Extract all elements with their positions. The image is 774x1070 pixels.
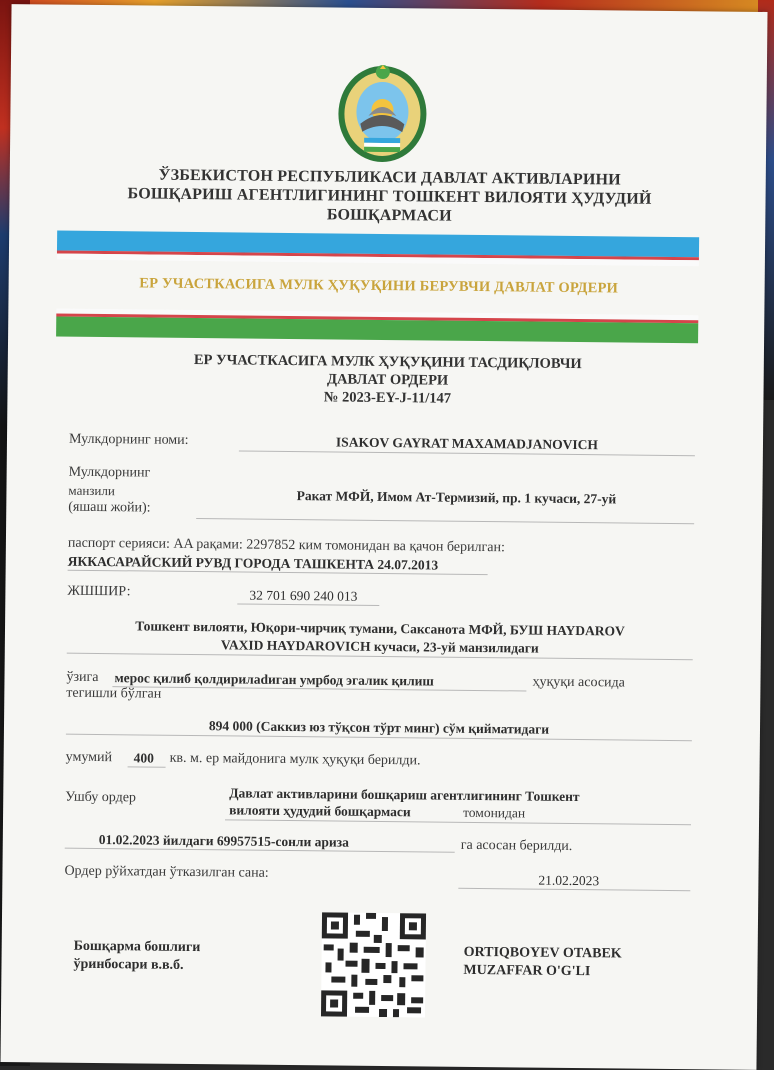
registration-label: Ордер рўйхатдан ўтказилган сана: <box>64 863 269 881</box>
area-suffix: кв. м. ер майдонига мулк ҳуқуқи берилди. <box>169 750 421 769</box>
state-emblem-icon <box>332 57 433 166</box>
title-line-1: ЕР УЧАСТКАСИГА МУЛК ҲУҚУҚИНИ ТАСДИҚЛОВЧИ <box>193 352 582 373</box>
owner-address-label-1: Мулкдорнинг <box>68 464 151 481</box>
org-line-3: БОШҚАРМАСИ <box>326 206 452 225</box>
application-suffix: га асосан берилди. <box>460 837 573 854</box>
document-subtitle: ЕР УЧАСТКАСИГА МУЛК ҲУҚУҚИНИ БЕРУВЧИ ДАВЛАТ ОРДЕРИ <box>139 275 619 297</box>
order-number: № 2023-EY-J-11/147 <box>323 389 452 407</box>
order-title <box>127 350 648 409</box>
jshshir-value: 32 701 690 240 013 <box>249 587 358 604</box>
owner-address-underline <box>196 518 694 524</box>
owner-name-label: Мулкдорнинг номи: <box>68 431 189 448</box>
issuer-label: Ушбу ордер <box>65 789 137 806</box>
area-value: 400 <box>133 750 155 766</box>
issuer-line-2-tail: томонидан <box>463 804 526 821</box>
registration-date: 21.02.2023 <box>538 872 600 889</box>
owner-address-label-3: (яшаш жойи): <box>68 499 151 516</box>
property-address-line-1: Тошкент вилояти, Юқори-чирчиқ тумани, Саксанота МФЙ, БУШ HAYDAROV <box>135 618 625 639</box>
area-prefix: умумий <box>65 749 113 766</box>
passport-issued-by: ЯККАСАРАЙСКИЙ РУВД ГОРОДА ТАШКЕНТА 24.07.2013 <box>67 553 439 573</box>
right-basis-prefix: ўзига <box>66 669 99 686</box>
qr-code-icon <box>321 912 426 1017</box>
right-basis-line-2: тегишли бўлган <box>66 685 162 702</box>
jshshir-label: ЖШШИР: <box>67 583 131 600</box>
jshshir-underline <box>237 603 379 605</box>
application-value: 01.02.2023 йилдаги 69957515-сонли ариза <box>98 832 349 850</box>
area-underline <box>128 766 166 767</box>
owner-address-label-2: манзили <box>68 482 115 499</box>
owner-address-value: Ракат МФЙ, Имом Ат-Термизий, пр. 1 кучаси, 27-уй <box>296 488 617 507</box>
owner-name-value: ISAKOV GAYRAT MAXAMADJANOVICH <box>335 434 599 453</box>
right-basis-suffix: ҳуқуқи асосида <box>532 674 625 691</box>
issuing-organization <box>89 165 690 228</box>
issuer-line-2: вилояти ҳудудий бошқармаси <box>229 802 411 820</box>
issuer-line-1: Давлат активларини бошқариш агентлигининг Тошкент <box>229 785 580 805</box>
signatory-name-1: ORTIQBOYEV OTABEK <box>463 944 622 962</box>
property-address-line-2: VAXID HAYDAROVICH кучаси, 23-уй манзилидаги <box>220 637 539 656</box>
signatory-name-2: MUZAFFAR O'G'LI <box>463 962 591 980</box>
signatory-position-1: Бошқарма бошлиги <box>73 938 201 956</box>
org-line-1: ЎЗБЕКИСТОН РЕСПУБЛИКАСИ ДАВЛАТ АКТИВЛАРИНИ <box>158 166 621 189</box>
org-line-2: БОШҚАРИШ АГЕНТЛИГИНИНГ ТОШКЕНТ ВИЛОЯТИ ҲУДУДИЙ <box>127 185 652 208</box>
registration-underline <box>458 888 690 891</box>
passport-line: паспорт серияси: AA рақами: 2297852 ким томонидан ва қачон берилган: <box>67 535 505 556</box>
right-basis-value: мерос қилиб қолдирилadиган умрбод эгалик қилиш <box>114 670 434 689</box>
issuer-underline <box>225 819 691 825</box>
title-line-2: ДАВЛАТ ОРДЕРИ <box>326 371 449 389</box>
price-value: 894 000 (Саккиз юз тўқсон тўрт минг) сўм қийматидаги <box>208 718 550 737</box>
signatory-position-2: ўринбосари в.в.б. <box>73 956 184 973</box>
order-document <box>0 4 767 1070</box>
